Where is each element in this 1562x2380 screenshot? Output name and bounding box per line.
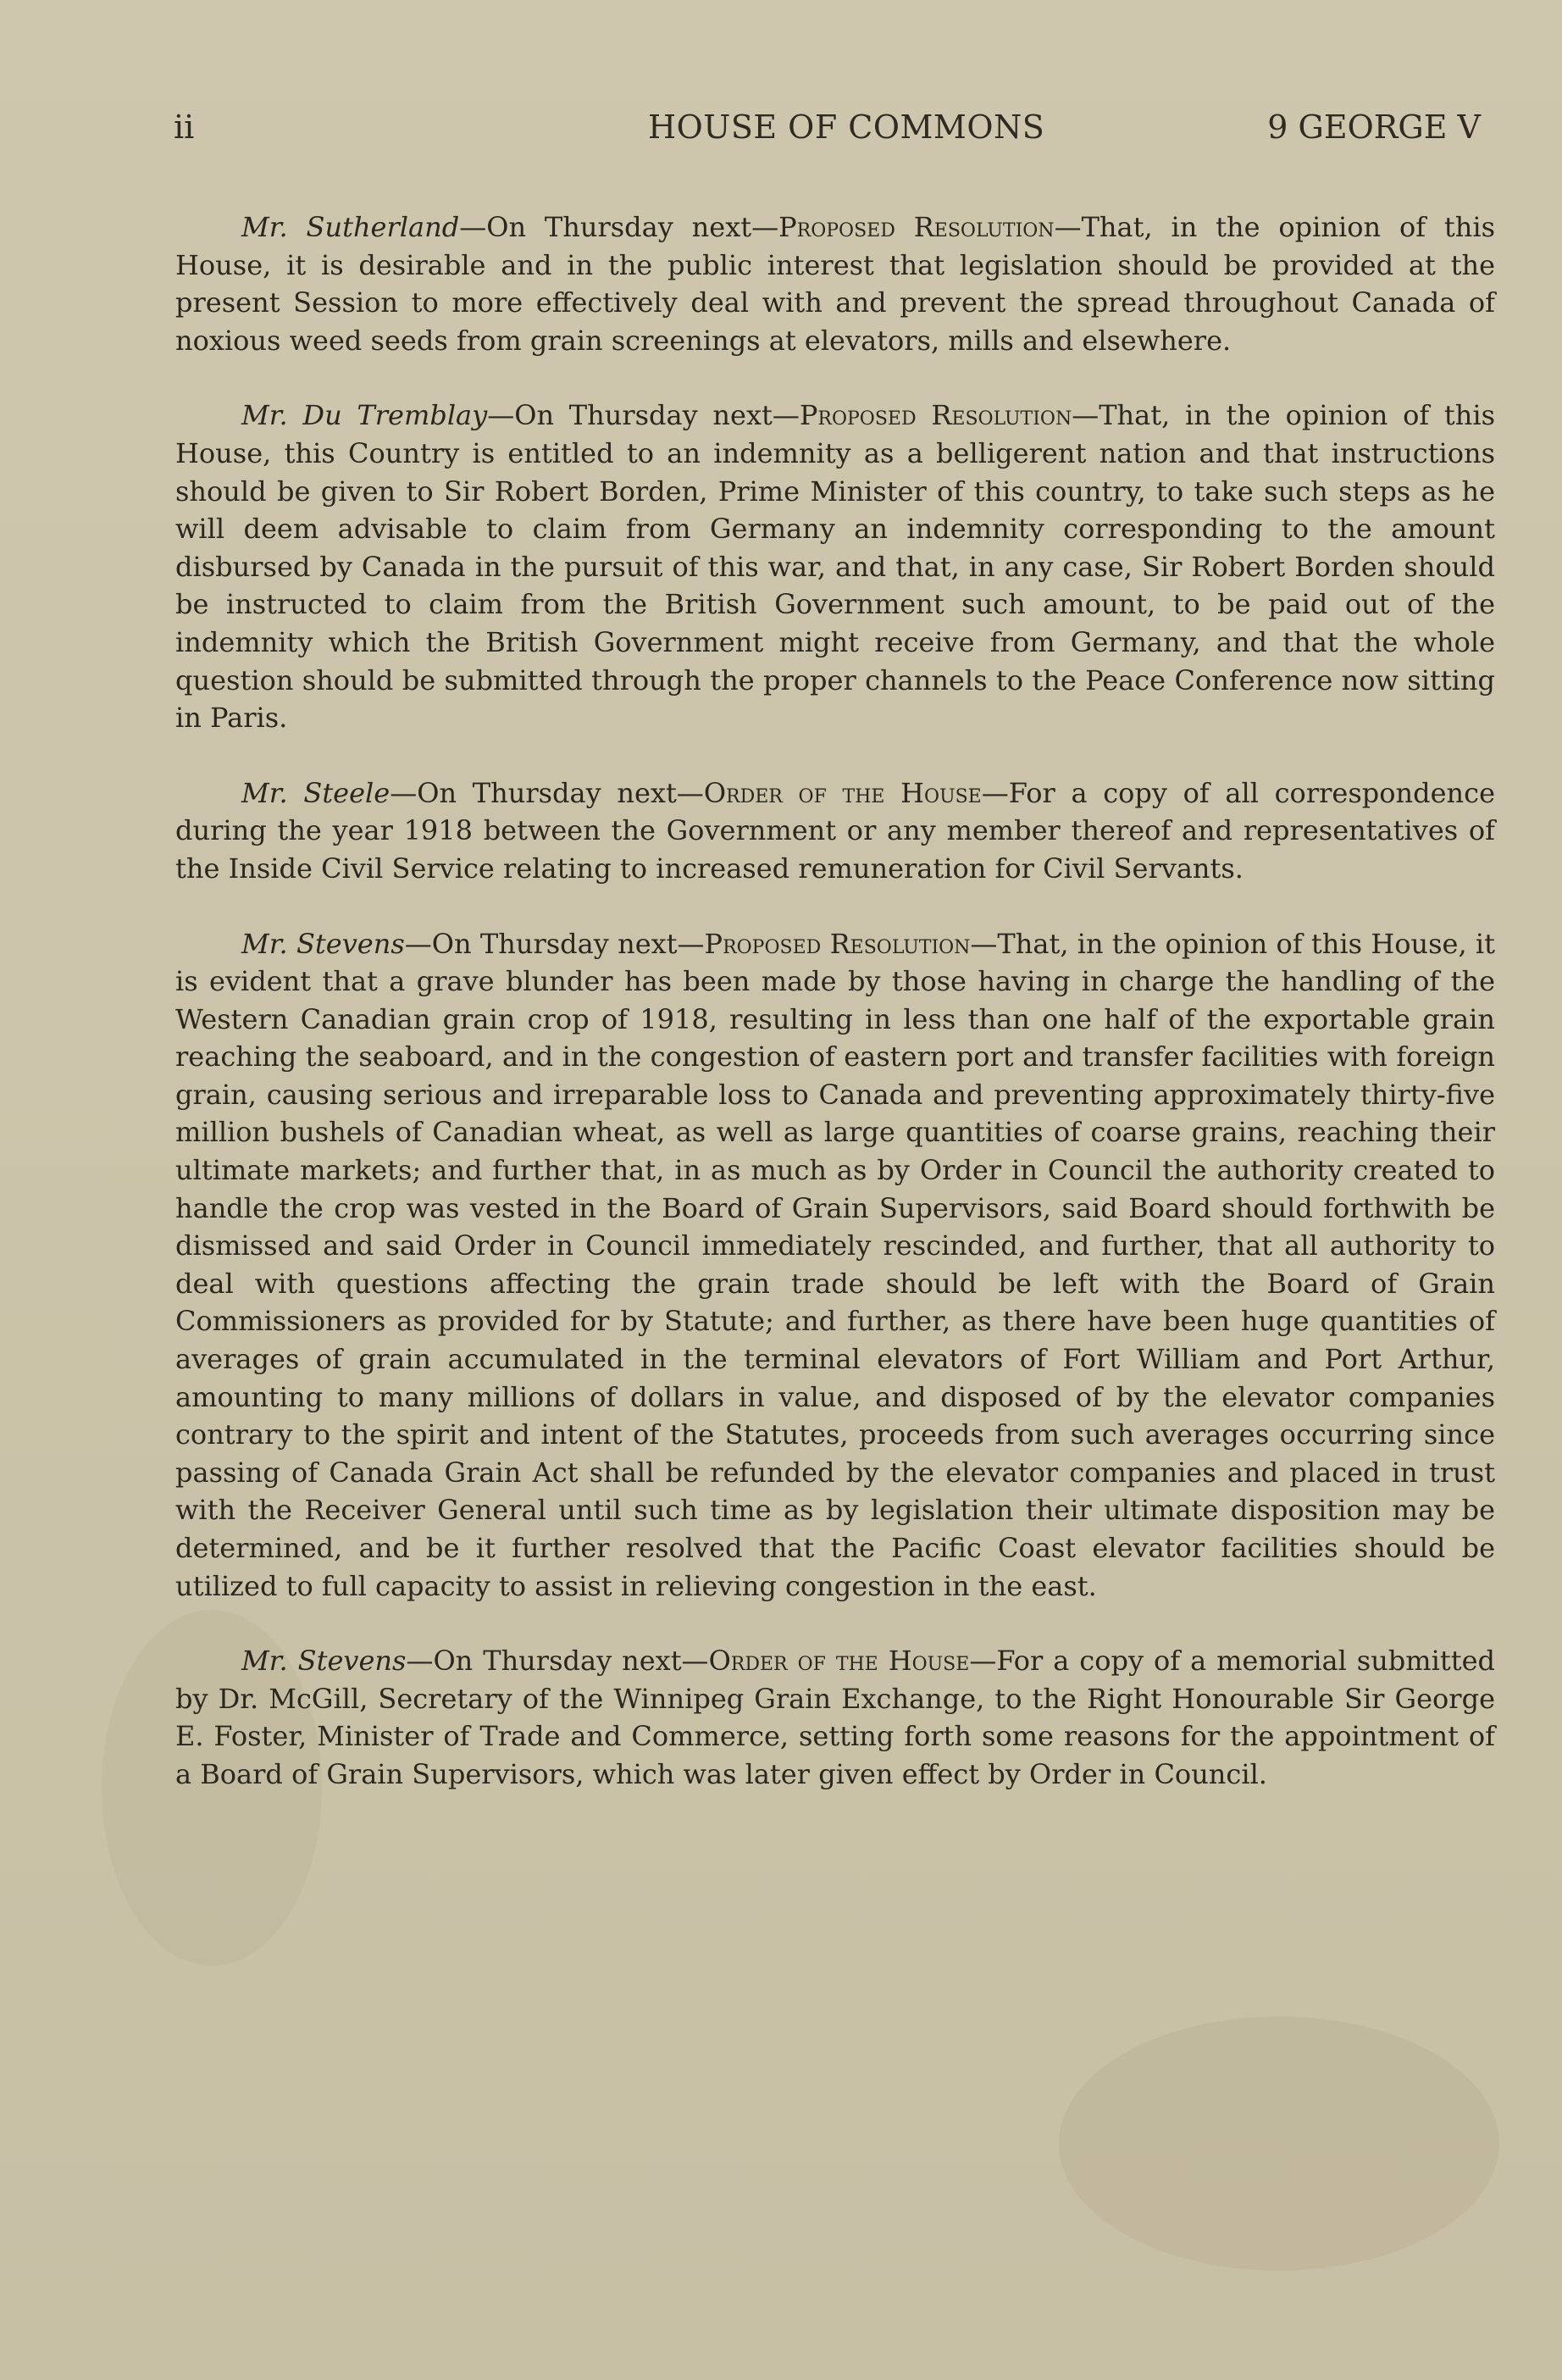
notice-entry [175, 208, 1495, 359]
header-reign: 9 GEORGE V [1267, 108, 1481, 146]
notice-timing: —On Thursday next— [487, 399, 800, 432]
header-title: HOUSE OF COMMONS [648, 108, 1045, 146]
notice-kind: Proposed Resolution [799, 399, 1072, 432]
document-body [175, 208, 1495, 1831]
notice-timing: —On Thursday next— [406, 1645, 709, 1678]
page-header [174, 108, 1494, 159]
notice-timing: —On Thursday next— [390, 776, 704, 809]
notice-text: —That, in the opinion of this House, it is desirable and in the public interest that legislation should be provided at the present Session to more effectively deal with and prevent the spread throughout Canada of noxious weed seeds from grain screenings at elevators, mills and elsewhere. [175, 211, 1496, 357]
notice-text: —That, in the opinion of this House, it is evident that a grave blunder has been made by those having in charge the handling of the Western Canadian grain crop of 1918, resulting in less than one half of the exportable grain reaching the seaboard, and in the congestion of eastern port and transfer facilities with foreign grain, causing serious and irreparable loss to Canada and preventing approximately thirty-five million bushels of Canadian wheat, as well as large quantities of coarse grains, reaching their ultimate markets; and further that, in as much as by Order in Council the authority created to handle the crop was vested in the Board of Grain Supervisors, said Board should forthwith be dismissed and said Order in Council immediately rescinded, and further, that all authority to deal with questions affecting the grain trade should be left with the Board of Grain Commissioners as provided for by Statute; and further, as there have been huge quantities of averages of grain accumulated in the terminal elevators of Fort William and Port Arthur, amounting to many millions of dollars in value, and disposed of by the elevator companies contrary to the spirit and intent of the Statutes, proceeds from such averages occurring since passing of Canada Grain Act shall be refunded by the elevator companies and placed in trust with the Receiver General until such time as by legislation their ultimate disposition may be determined, and be it further resolved that the Pacific Coast elevator facilities should be utilized to full capacity to assist in relieving congestion in the east. [175, 927, 1496, 1602]
member-name: Mr. Du Tremblay [241, 399, 488, 432]
notice-entry [175, 774, 1495, 888]
member-name: Mr. Stevens [241, 927, 405, 960]
member-name: Mr. Sutherland [241, 211, 460, 243]
page-number: ii [174, 108, 195, 146]
notice-kind: Order of the House [708, 1645, 970, 1678]
notice-entry [175, 397, 1495, 736]
notice-text: —For a copy of a memorial submitted by Dr. McGill, Secretary of the Winnipeg Grain Exchange, to the Right Honourable Sir George E. Foster, Minister of Trade and Commerce, setting forth some reasons for the appointment of a Board of Grain Supervisors, which was later given effect by Order in Council. [175, 1645, 1496, 1790]
notice-entry [175, 1642, 1495, 1793]
notice-text: —That, in the opinion of this House, this Country is entitled to an indemnity as a belligerent nation and that instructions should be given to Sir Robert Borden, Prime Minister of this country, to take such steps as he will deem advisable to claim from Germany an indemnity corresponding to the amount disbursed by Canada in the pursuit of this war, and that, in any case, Sir Robert Borden should be instructed to claim from the British Government such amount, to be paid out of the indemnity which the British Government might receive from Germany, and that the whole question should be submitted through the proper channels to the Peace Conference now sitting in Paris. [175, 399, 1496, 735]
notice-entry [175, 925, 1495, 1606]
notice-kind: Proposed Resolution [704, 927, 971, 960]
member-name: Mr. Steele [241, 776, 390, 809]
notice-kind: Order of the House [703, 776, 982, 809]
notice-timing: —On Thursday next— [459, 211, 779, 243]
notice-timing: —On Thursday next— [404, 927, 705, 960]
paper-stain [1059, 2017, 1499, 2271]
notice-kind: Proposed Resolution [778, 211, 1055, 243]
notice-text: —For a copy of all correspondence during the year 1918 between the Government or any member thereof and representatives of the Inside Civil Service relating to increased remuneration for Civil Servants. [175, 776, 1496, 885]
member-name: Mr. Stevens [241, 1645, 407, 1678]
